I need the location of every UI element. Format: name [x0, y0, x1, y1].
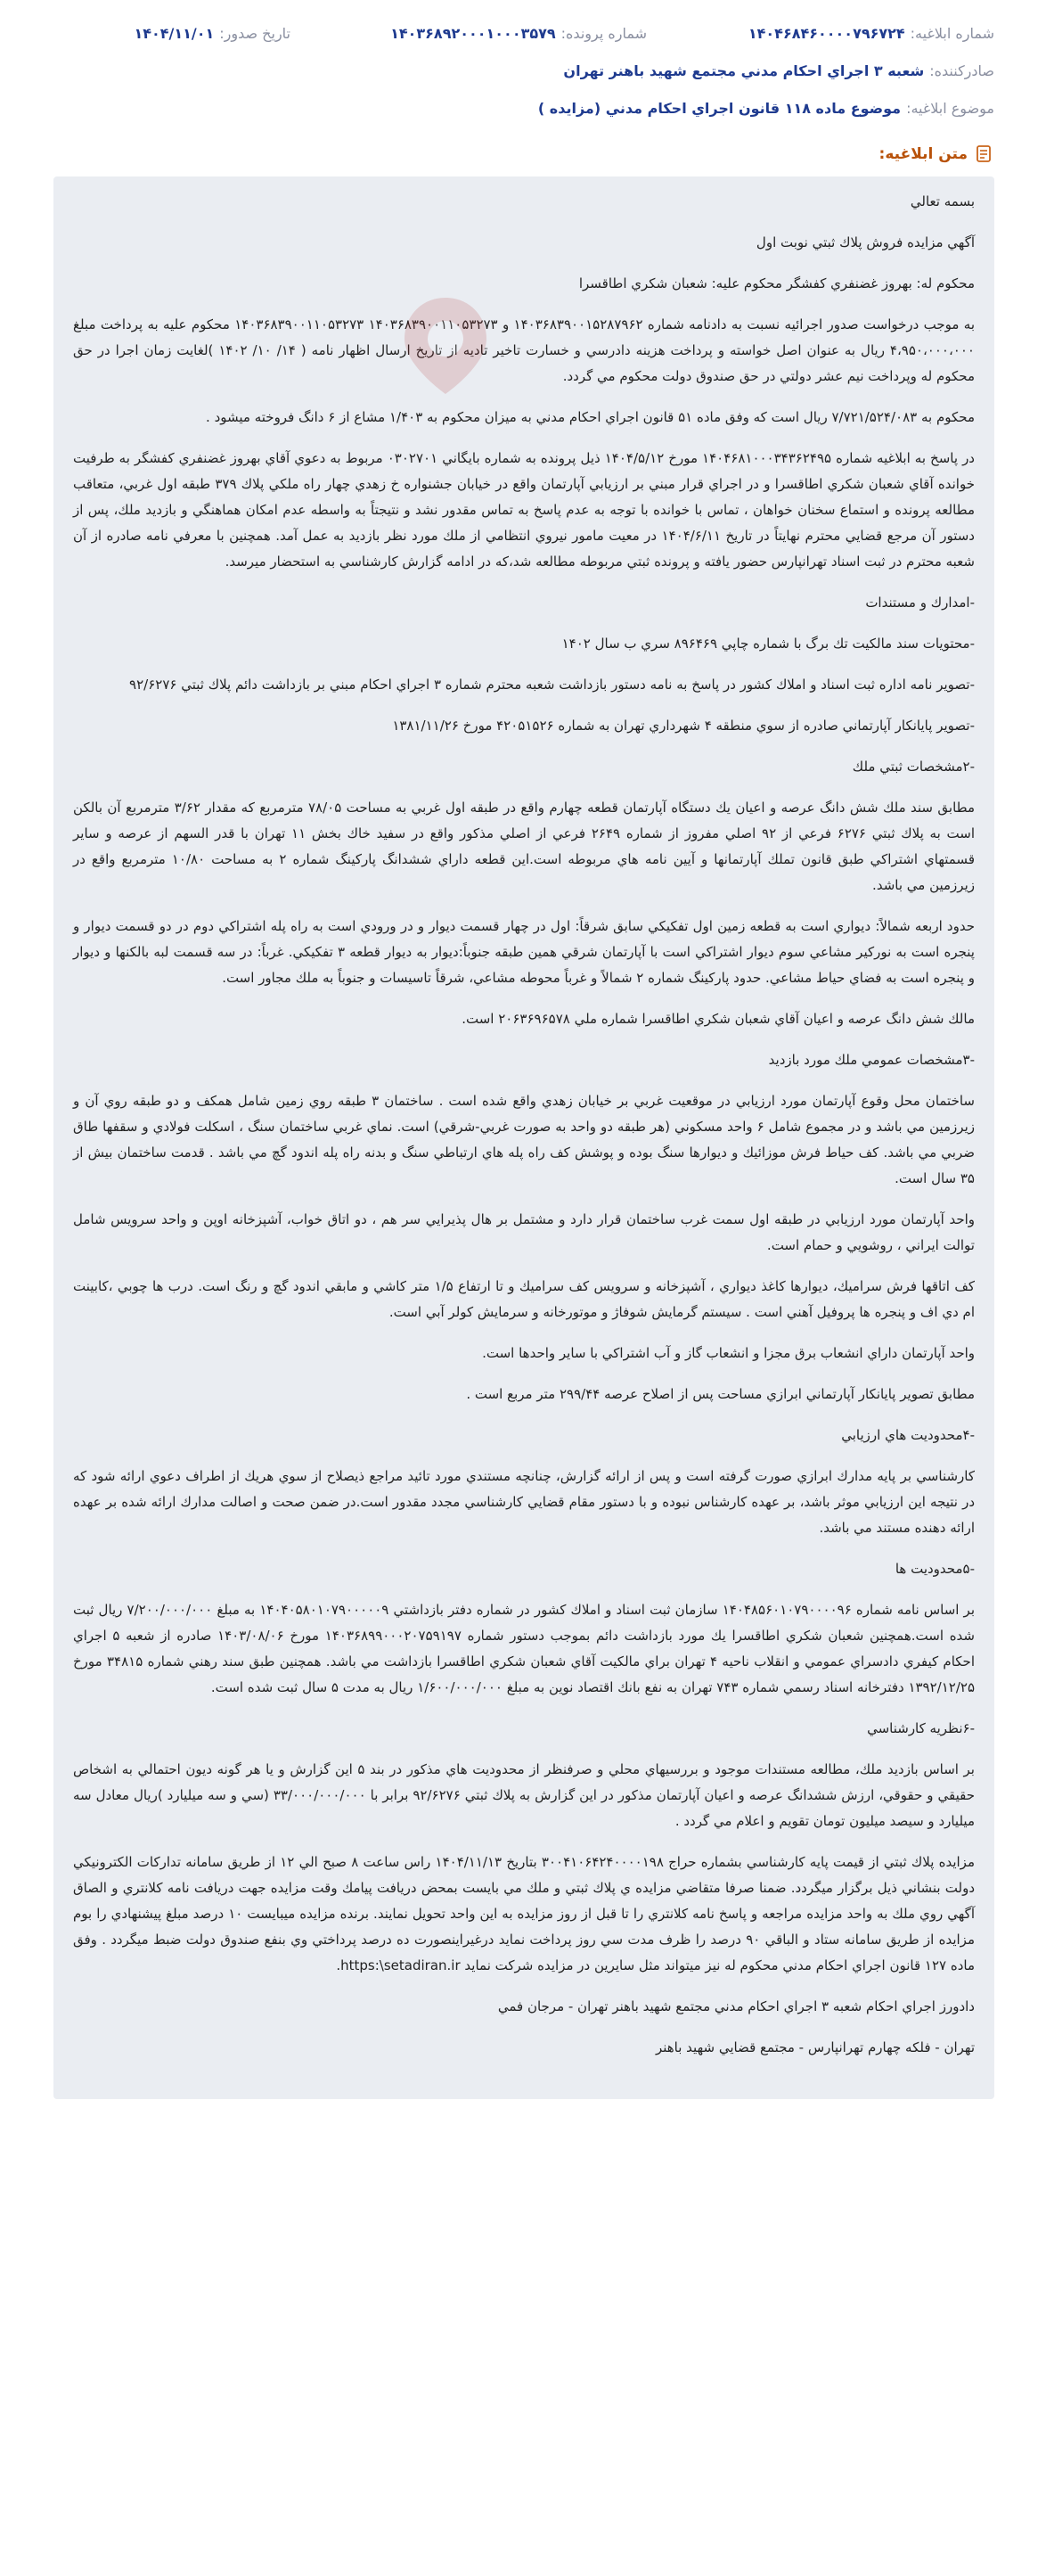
subject-value: موضوع ماده ۱۱۸ قانون اجراي احكام مدني (مزايده ) — [537, 100, 902, 117]
case-number-label: شماره پرونده: — [560, 25, 647, 42]
notice-paragraph: ساختمان محل وقوع آپارتمان مورد ارزيابي در موقعيت غربي بر خيابان زهدي واقع شده است . ساختمان ۳ طبقه روي زمين شامل همكف و دو طبقه روي آن و زيرزمين مي باشد و در مجموع شامل ۶ واحد مسكوني (هر طبقه دو واحد به صورت غربي-شرقي) است. نماي غربي ساختمان سنگ ، اسكلت فولادي و سقفها طاق ضربي مي باشد. كف حياط فرش موزائيك و ديوارها سنگ بوده و پوشش كف راه پله هاي ارتباطي سنگ و بدنه راه پله اندود گچ مي باشد . قدمت ساختمان بيش از ۳۵ سال است. — [73, 1093, 975, 1186]
notice-paragraph: كارشناسي بر پايه مدارك ابرازي صورت گرفته است و پس از ارائه گزارش، چنانچه مستندي مورد تائيد مراجع ذيصلاح از سوي هريك از اطراف دعوي ارائه شود كه در نتيجه اين ارزيابي موثر باشد، بر عهده كارشناس نبوده و با دستور مقام قضايي كارشناسي مجدد مقدور است.در ضمن صحت و اصالت مدارك ارائه شده بر عهده ارائه دهنده مستند مي باشد. — [73, 1468, 975, 1536]
case-number-value: ۱۴۰۳۶۸۹۲۰۰۰۱۰۰۰۳۵۷۹ — [390, 25, 556, 42]
notice-paragraph: بر اساس نامه شماره ۱۴۰۴۸۵۶۰۱۰۷۹۰۰۰۰۹۶ سازمان ثبت اسناد و املاك كشور در شماره دفتر بازداشتي ۱۴۰۴۰۵۸۰۱۰۷۹۰۰۰۰۰۹ به مبلغ ۷/۲۰۰/۰۰۰/۰۰۰ ريال ثبت شده است.همچنين شعبان شكري اطاقسرا يك مورد بازداشت دائم بموجب دستور شماره ۱۴۰۳۶۸۹۹۰۰۰۲۰۷۵۹۱۹۷ مورخ ۱۴۰۳/۰۸/۰۶ صادره از شعبه ۵ اجراي احكام كيفري دادسراي عمومي و انقلاب ناحيه ۴ تهران براي مالكيت آقاي شعبان شكري اطاقسرا بازداشت مي باشد. همچنين طبق سند رهني شماره ۳۴۸۱۵ مورخ ۱۳۹۲/۱۲/۲۵ دفترخانه اسناد رسمي شماره ۷۴۳ تهران به نفع بانك اقتصاد نوين به مبلغ ۱/۶۰۰/۰۰۰/۰۰۰ ريال به مدت ۵ سال ثبت شده است. — [73, 1602, 976, 1695]
issuer-value: شعبه ۳ اجراي احكام مدني مجتمع شهيد باهنر تهران — [563, 62, 925, 79]
notice-body — [53, 176, 994, 2099]
notice-paragraph: بر اساس بازديد ملك، مطالعه مستندات موجود و بررسيهاي محلي و صرفنظر از محدوديت هاي مذكور در بند ۵ اين گزارش و يا هر گونه ديون احتمالي به اشخاص حقيقي و حقوقي، ارزش ششدانگ عرصه و اعيان آپارتمان مذكور در اين گزارش به پلاك ثبتي ۹۲/۶۲۷۶ برابر با ۳۳/۰۰۰/۰۰۰/۰۰۰ (سي و سه ميليارد )ريال معادل سه ميليارد و سيصد ميليون تومان تقويم و اعلام مي گردد . — [73, 1761, 975, 1829]
notice-paragraph: -۴محدوديت هاي ارزيابي — [841, 1427, 975, 1443]
subject-row — [53, 96, 994, 121]
issuer-label: صادرکننده: — [929, 62, 994, 79]
notice-paragraph: واحد آپارتمان مورد ارزيابي در طبقه اول سمت غرب ساختمان قرار دارد و مشتمل بر هال پذيرايي سر هم ، دو اتاق خواب، آشپزخانه اوپن و واحد سرويس شامل توالت ايراني ، روشويي و حمام است. — [73, 1211, 975, 1253]
issue-date-value: ۱۴۰۴/۱۱/۰۱ — [134, 25, 215, 42]
notice-paragraph: محكوم به ۷/۷۲۱/۵۲۴/۰۸۳ ريال است كه وفق ماده ۵۱ قانون اجراي احكام مدني به ميزان محكوم به ۱/۴۰۳ مشاع از ۶ دانگ فروخته ميشود . — [206, 409, 975, 425]
notice-paragraph: محكوم له: بهروز غضنفري كفشگر محكوم عليه: شعبان شكري اطاقسرا — [578, 275, 975, 291]
notice-paragraph: -۲مشخصات ثبتي ملك — [852, 759, 975, 775]
notice-paragraph: مطابق تصوير پايانكار آپارتماني ابرازي مساحت پس از اصلاح عرصه ۲۹۹/۴۴ متر مربع است . — [466, 1386, 975, 1402]
notice-paragraph: مطابق سند ملك شش دانگ عرصه و اعيان يك دستگاه آپارتمان قطعه چهارم واقع در طبقه اول غربي به مساحت ۷۸/۰۵ مترمربع كه مقدار ۳/۶۲ مترمربع آن بالكن است به پلاك ثبتي ۶۲۷۶ فرعي از ۹۲ اصلي مفروز از شماره ۲۶۴۹ فرعي از اصلي مذكور واقع در سفيد خاك بخش ۱۱ تهران با قدر السهم از عرصه و ساير قسمتهاي اشتراكي طبق قانون تملك آپارتمانها و آيين نامه هاي مربوطه است.اين قطعه داراي ششدانگ پاركينگ شماره ۲ به مساحت ۱۰/۸۰ مترمربع واقع در زيرزمين مي باشد. — [73, 800, 975, 893]
notice-paragraph: آگهي مزايده فروش پلاك ثبتي نوبت اول — [756, 234, 975, 250]
notice-paragraph: بسمه تعالي — [910, 193, 975, 209]
notice-number — [647, 21, 994, 46]
notice-number-label: شماره ابلاغیه: — [910, 25, 994, 42]
document-icon — [975, 144, 994, 164]
notice-number-value: ۱۴۰۴۶۸۴۶۰۰۰۰۷۹۶۷۲۴ — [748, 25, 905, 42]
notice-paragraph: تهران - فلكه چهارم تهرانپارس - مجتمع قضايي شهيد باهنر — [655, 2039, 975, 2055]
notice-text-heading — [53, 144, 994, 164]
notice-paragraph: -۳مشخصات عمومي ملك مورد بازديد — [768, 1052, 975, 1068]
notice-paragraph: -تصوير پايانكار آپارتماني صادره از سوي منطقه ۴ شهرداري تهران به شماره ۴۲۰۵۱۵۲۶ مورخ ۱۳۸۱/۱۱/۲۶ — [392, 718, 975, 734]
notice-paragraph: مالك شش دانگ عرصه و اعيان آقاي شعبان شكري اطاقسرا شماره ملي ۲۰۶۳۶۹۶۵۷۸ است. — [462, 1011, 975, 1027]
notice-paragraph: -محتويات سند مالكيت تك برگ با شماره چاپي ۸۹۶۴۶۹ سري ب سال ۱۴۰۲ — [561, 636, 975, 652]
subject-label: موضوع ابلاغیه: — [906, 100, 994, 117]
notice-paragraph: -تصوير نامه اداره ثبت اسناد و املاك كشور در پاسخ به نامه دستور بازداشت شعبه محترم شماره ۳ اجراي احكام مبني بر بازداشت دائم پلاك ثبتي ۹۲/۶۲۷۶ — [129, 677, 975, 693]
issuer-row — [53, 59, 994, 84]
notice-paragraph: واحد آپارتمان داراي انشعاب برق مجزا و انشعاب گاز و آب اشتراكي با ساير واحدها است. — [482, 1345, 975, 1361]
notice-text-title: متن ابلاغیه: — [878, 145, 968, 163]
notice-paragraph: -۵محدوديت ها — [895, 1561, 975, 1577]
issue-date — [53, 21, 290, 46]
notice-paragraph: دادورز اجراي احكام شعبه ۳ اجراي احكام مدني مجتمع شهيد باهنر تهران - مرجان فمي — [497, 1998, 975, 2014]
notice-paragraph: كف اتاقها فرش سراميك، ديوارها كاغذ ديواري ، آشپزخانه و سرويس كف سراميك و تا ارتفاع ۱/۵ متر كاشي و مابقي اندود گچ و رنگ است. درب ها چوبي ،كابينت ام دي اف و پنجره ها پروفيل آهني است . سيستم گرمايش شوفاژ و موتورخانه و سرمايش كولر آبي است. — [73, 1278, 976, 1320]
issue-date-label: تاریخ صدور: — [219, 25, 290, 42]
notice-paragraph: مزايده پلاك ثبتي از قيمت پايه كارشناسي بشماره حراج ۳۰۰۴۱۰۶۴۲۴۰۰۰۰۱۹۸ بتاريخ ۱۴۰۴/۱۱/۱۳ راس ساعت ۸ صبح الي ۱۲ از طريق سامانه تداركات الكترونيكي دولت بنشاني ذيل برگزار ميگردد. ضمنا صرفا متقاضي مزايده ي پلاك ثبتي و ملك مي بايست بمحض دريافت پيامك وقت مزايده جهت دريافت نامه كلانتري و الصاق آگهي روي ملك به واحد مزايده مراجعه و پاسخ نامه كلانتري را تا قبل از روز مزايده به اين واحد تحويل نمايند. برنده مزايده ميبايست ۱۰ درصد مبلغ پيشنهادي را بوم مزايده از طريق سامانه ستاد و الباقي ۹۰ درصد را ظرف مدت سي روز پرداخت نمايد درغيراينصورت ده درصد پرداختي وي بنفع صندوق دولت ضبط ميگردد . وفق ماده ۱۲۷ قانون اجراي احكام مدني محكوم له نيز ميتواند مثل سايرين در مزايده شركت نمايد https:\setadiran.ir. — [73, 1854, 975, 1973]
notice-paragraph: به موجب درخواست صدور اجرائيه نسبت به دادنامه شماره ۱۴۰۳۶۸۳۹۰۰۱۵۲۸۷۹۶۲ و ۱۴۰۳۶۸۳۹۰۰۱۱۰۵۳۲۷۳ ۱۴۰۳۶۸۳۹۰۰۱۱۰۵۳۲۷۳ محکوم علیه به پرداخت مبلغ ۴،۹۵۰،۰۰۰،۰۰۰ ريال به عنوان اصل خواسته و پرداخت هزينه دادرسي و خسارت تاخير تاديه از تاريخ ارسال اظهار نامه ( ۱۴/ ۱۰/ ۱۴۰۲ )لغايت زمان اجرا در حق محكوم له وپرداخت نيم عشر دولتي در حق صندوق دولت محكوم مي گردد. — [73, 316, 976, 384]
notice-paragraph: در پاسخ به ابلاغيه شماره ۱۴۰۴۶۸۱۰۰۰۳۴۳۶۲۴۹۵ مورخ ۱۴۰۴/۵/۱۲ ذيل پرونده به شماره بايگاني ۰۳۰۲۷۰۱ مربوط به دعوي آقاي بهروز غضنفري كفشگر به طرفيت خوانده آقاي شعبان شكري اطاقسرا و در اجراي قرار مبني بر ارزيابي آپارتمان واقع در خيابان جشنواره خ زهدي چهار راه ملكي پلاك ۳۷۹ طبقه اول غربي، متعاقب مطالعه پرونده و استماع سخنان خواهان ، تماس با خوانده با توجه به عدم پاسخ به تماس مقدور نشد و نتيجتاً به واسطه عدم امكان هماهنگي و بازديد ملك، پس از دستور آن مرجع قضايي محترم نهايتاً در تاريخ ۱۴۰۴/۶/۱۱ در معيت مامور نيروي انتظامي از ملك مورد نظر بازديد به عمل آمد. همچنين با معرفي نامه صادره از آن شعبه محترم در ثبت اسناد تهرانپارس حضور يافته و پرونده ثبتي مربوطه مطالعه شد،كه در ادامه گزارش كارشناسي به استحضار ميرسد. — [73, 450, 975, 570]
notice-paragraphs — [73, 189, 975, 2061]
notice-paragraph: -امدارك و مستندات — [865, 595, 975, 611]
notice-paragraph: -۶نظريه كارشناسي — [867, 1720, 975, 1736]
case-number — [290, 21, 647, 46]
notice-meta — [53, 21, 994, 46]
notice-paragraph: حدود اربعه شمالاً: ديواري است به قطعه زمين اول تفكيكي سابق شرقاً: اول در چهار قسمت ديوار و در ورودي است به راه پله اشتراكي دوم در دو قسمت ديوار و پنجره است به نوركير مشاعي سوم ديوار اشتراكي است با آپارتمان شرقي همين طبقه جنوباً:ديوار به ديوار قطعه ۳ تفكيكي. غرباً: در سه قسمت لبه بالكنها و ديوار و پنجره است به فضاي حياط مشاعي. حدود پاركينگ شماره ۲ شمالاً و غرباً محوطه مشاعي، شرقاً تاسيسات و جنوباً به ملك مجاور است. — [73, 918, 975, 986]
